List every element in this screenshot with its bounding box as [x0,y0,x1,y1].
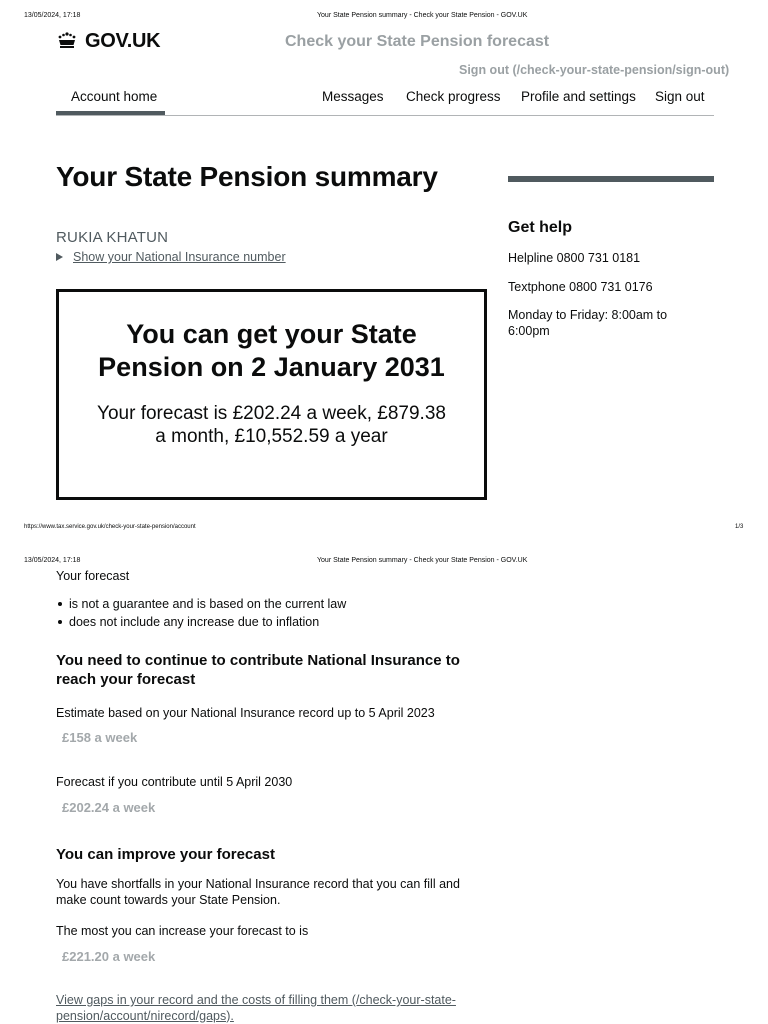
estimate-label: Estimate based on your National Insurance record up to 5 April 2023 [56,706,435,720]
max-increase-label: The most you can increase your forecast to is [56,924,309,938]
sidebar-top-bar [508,176,714,182]
forecast-amounts: Your forecast is £202.24 a week, £879.38 a month, £10,552.59 a year [97,403,446,447]
nav-profile-settings[interactable]: Profile and settings [521,89,636,104]
account-nav [56,84,714,116]
contribute-forecast-label: Forecast if you contribute until 5 April 2030 [56,775,293,789]
view-gaps-link[interactable]: View gaps in your record and the costs of filling them (/check-your-state-pension/account/nirecord/gaps). [56,993,456,1023]
ni-disclosure-label[interactable]: Show your National Insurance number [73,250,286,264]
improve-heading: You can improve your forecast [56,846,275,863]
estimate-value: £158 a week [62,730,138,745]
page-title: Your State Pension summary [56,161,438,192]
helpline-number: Helpline 0800 731 0181 [508,251,641,265]
nav-account-home[interactable]: Account home [71,89,158,104]
contribute-heading: You need to continue to contribute National Insurance to reach your forecast [56,652,460,688]
govuk-logo-text: GOV.UK [85,30,161,52]
print-url: https://www.tax.service.gov.uk/check-your-state-pension/account [24,524,196,530]
service-name[interactable]: Check your State Pension forecast [285,33,550,50]
pension-date-heading: You can get your State Pension on 2 January 2031 [98,319,445,382]
print-doc-title: Your State Pension summary - Check your State Pension - GOV.UK [317,12,528,19]
get-help-heading: Get help [508,219,573,236]
opening-hours: Monday to Friday: 8:00am to 6:00pm [508,308,668,338]
nav-check-progress[interactable]: Check progress [406,89,501,104]
forecast-intro: Your forecast [56,569,130,583]
print-doc-title-page2: Your State Pension summary - Check your State Pension - GOV.UK [317,557,528,564]
person-name: RUKIA KHATUN [56,229,169,246]
header-sign-out-link[interactable]: Sign out (/check-your-state-pension/sign-out) [459,63,730,77]
nav-messages[interactable]: Messages [322,89,384,104]
shortfalls-text: You have shortfalls in your National Insurance record that you can fill and make count towards your State Pension. [56,877,460,907]
print-datetime-page2: 13/05/2024, 17:18 [24,557,81,564]
nav-active-indicator [56,111,165,115]
forecast-caveats-list [56,595,476,631]
textphone-number: Textphone 0800 731 0176 [508,280,653,294]
crown-icon [56,31,78,49]
disclosure-triangle-icon [56,253,63,261]
contribute-forecast-value: £202.24 a week [62,800,156,815]
pension-summary-panel [56,289,487,500]
ni-number-disclosure[interactable] [56,250,286,264]
list-item: does not include any increase due to inflation [56,613,476,631]
nav-sign-out[interactable]: Sign out [655,89,705,104]
list-item: is not a guarantee and is based on the current law [56,595,476,613]
print-page-number: 1/3 [735,524,744,530]
max-increase-value: £221.20 a week [62,949,156,964]
print-datetime: 13/05/2024, 17:18 [24,12,81,19]
